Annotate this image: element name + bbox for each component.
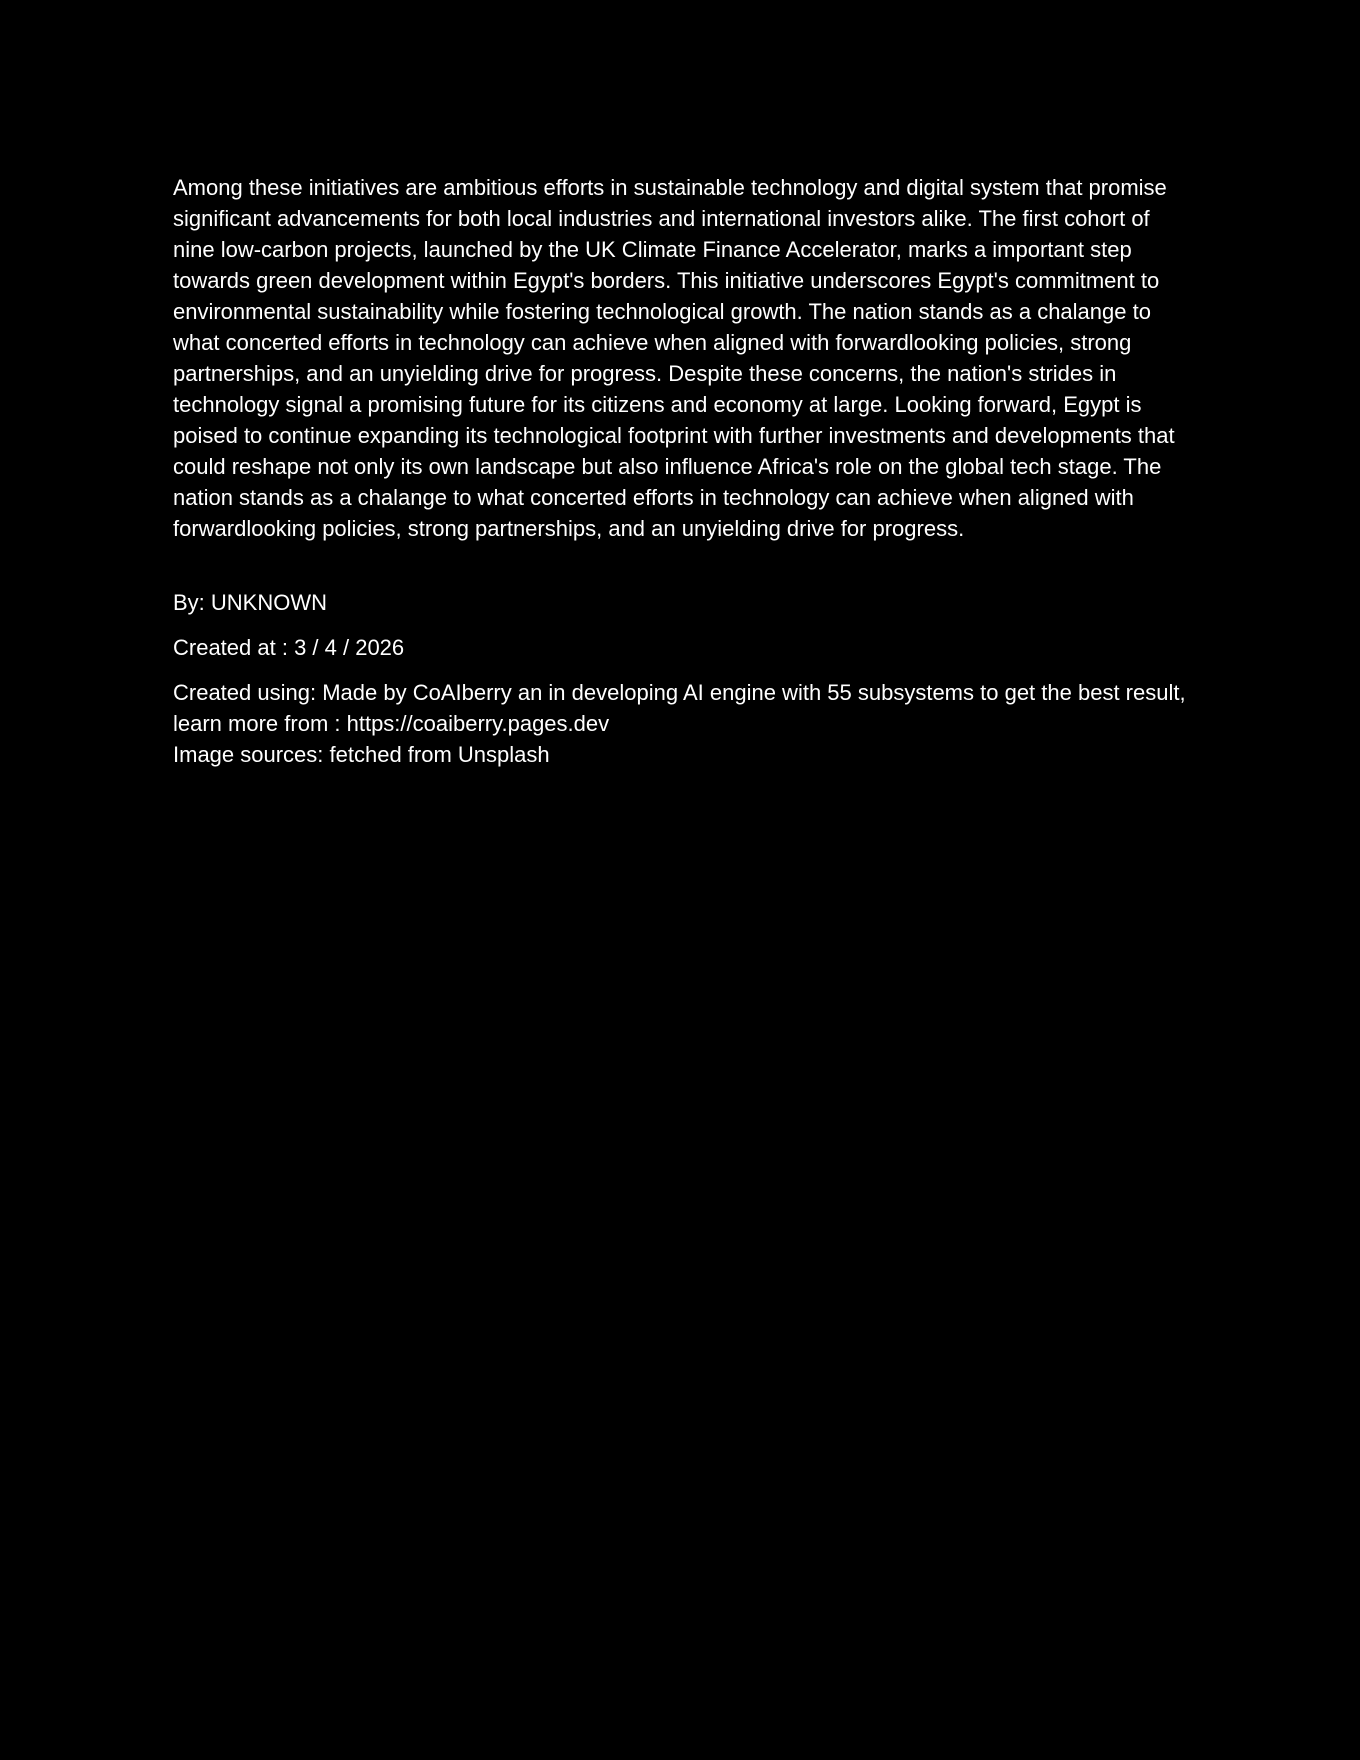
attribution-block [173,677,1193,770]
created-date: Created at : 3 / 4 / 2026 [173,635,405,660]
article-page [173,172,1193,770]
created-using-note: Created using: Made by CoAIberry an in developing AI engine with 55 subsystems to get the best result, learn more from : https://coaiberry.pages.dev [173,680,1186,736]
author-byline: By: UNKNOWN [173,590,327,615]
article-body: Among these initiatives are ambitious efforts in sustainable technology and digital system that promise significant advancements for both local industries and international investors alike. The first cohort of nine low-carbon projects, launched by the UK Climate Finance Accelerator, marks a important step towards green development within Egypt's borders. This initiative underscores Egypt's commitment to environmental sustainability while fostering technological growth. The nation stands as a chalange to what concerted efforts in technology can achieve when aligned with forwardlooking policies, strong partnerships, and an unyielding drive for progress. Despite these concerns, the nation's strides in technology signal a promising future for its citizens and economy at large. Looking forward, Egypt is poised to continue expanding its technological footprint with further investments and developments that could reshape not only its own landscape but also influence Africa's role on the global tech stage. The nation stands as a chalange to what concerted efforts in technology can achieve when aligned with forwardlooking policies, strong partnerships, and an unyielding drive for progress. [173,175,1175,541]
image-sources-note: Image sources: fetched from Unsplash [173,742,550,767]
